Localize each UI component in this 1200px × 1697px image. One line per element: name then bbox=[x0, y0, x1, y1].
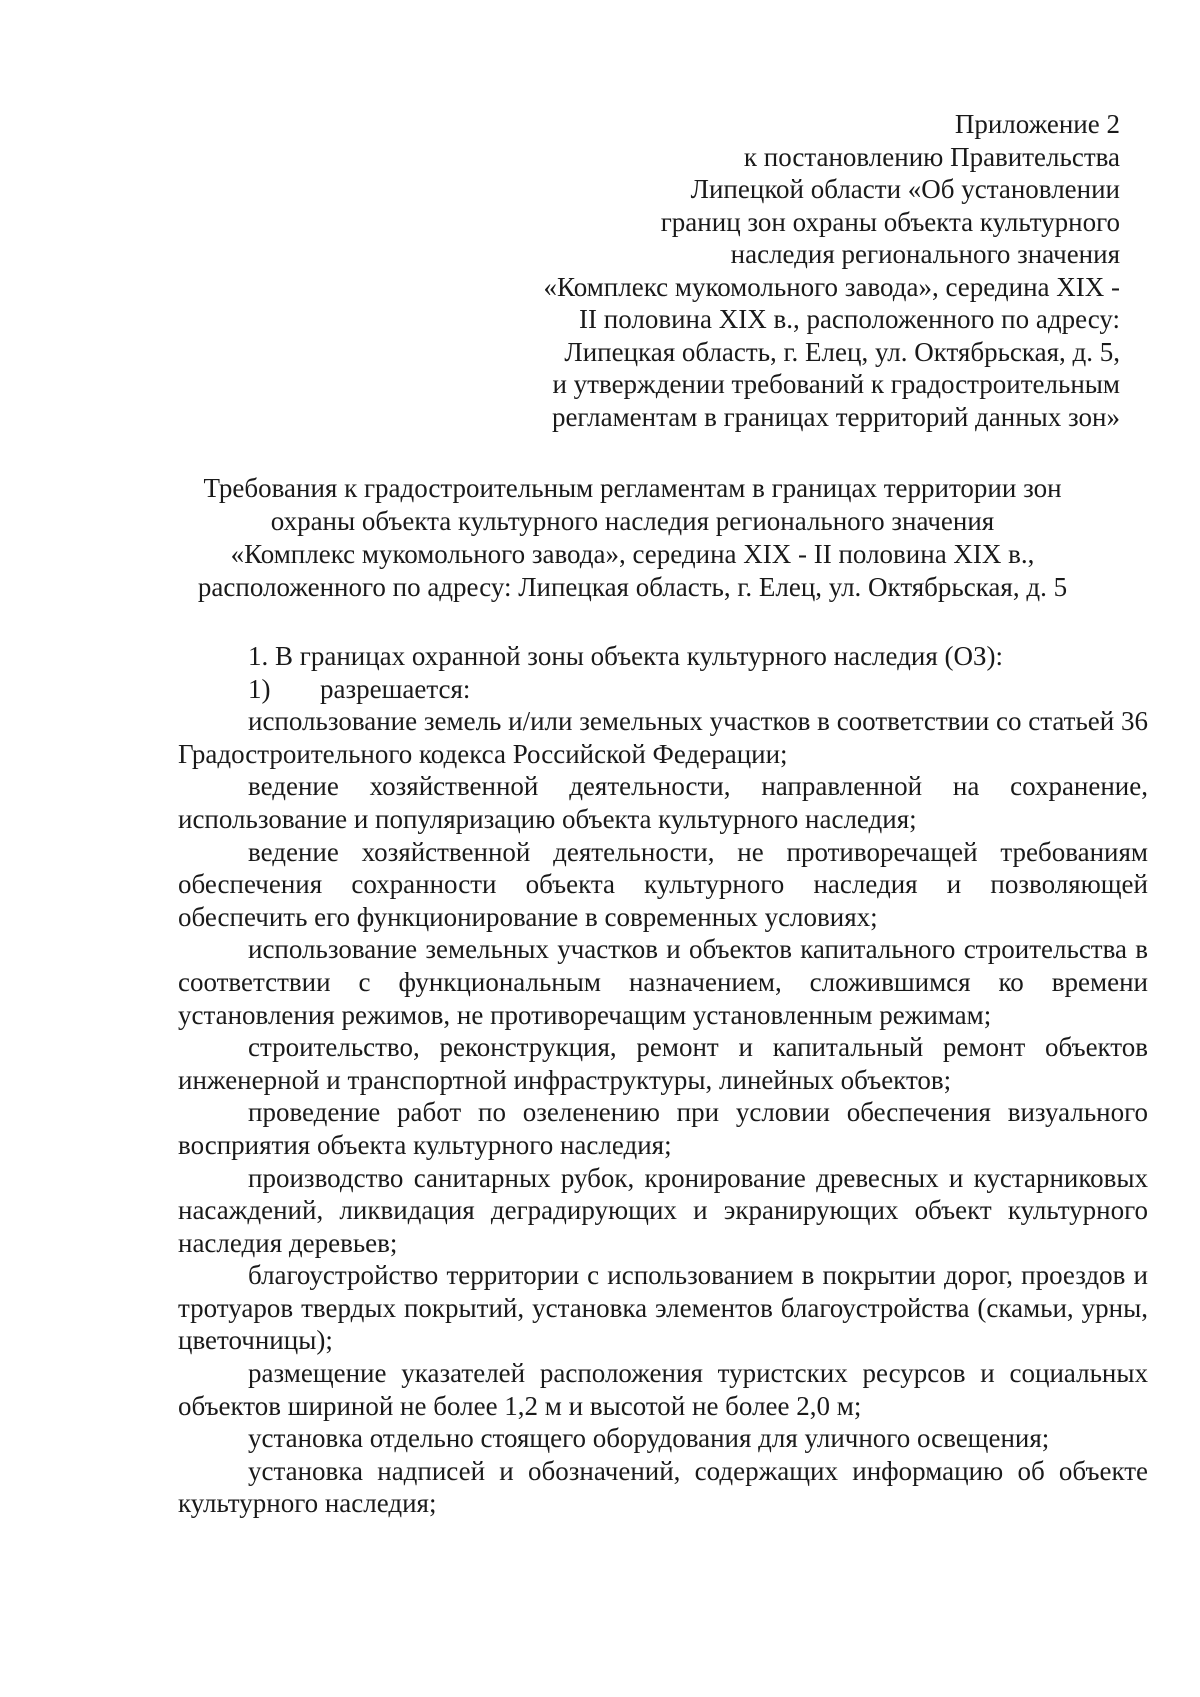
header-line: Липецкой области «Об установлении bbox=[690, 174, 1120, 204]
body-paragraph: ведение хозяйственной деятельности, направленной на сохранение, использование и популяризацию объекта культурного наследия; bbox=[178, 771, 1148, 834]
list-item-header bbox=[178, 673, 1148, 706]
document-title bbox=[160, 472, 1105, 604]
body-paragraph: проведение работ по озеленению при условии обеспечения визуального восприятия объекта культурного наследия; bbox=[178, 1097, 1148, 1160]
body-paragraph: благоустройство территории с использованием в покрытии дорог, проездов и тротуаров твердых покрытий, установка элементов благоустройства (скамьи, урны, цветочницы); bbox=[178, 1260, 1148, 1356]
body-paragraph: использование земель и/или земельных участков в соответствии со статьей 36 Градостроительного кодекса Российской Федерации; bbox=[178, 706, 1148, 769]
body-paragraph: строительство, реконструкция, ремонт и капитальный ремонт объектов инженерной и транспортной инфраструктуры, линейных объектов; bbox=[178, 1032, 1148, 1095]
header-line: регламентам в границах территорий данных зон» bbox=[551, 401, 1120, 432]
header-line: «Комплекс мукомольного завода», середина XIX - bbox=[543, 271, 1120, 302]
header-line: к постановлению Правительства bbox=[743, 141, 1120, 172]
title-line: «Комплекс мукомольного завода», середина XIX - II половина XIX в., bbox=[230, 539, 1035, 569]
header-line: Липецкая область, г. Елец, ул. Октябрьская, д. 5, bbox=[564, 336, 1120, 367]
title-line: Требования к градостроительным регламентам в границах территории зон bbox=[203, 473, 1062, 503]
body-paragraph: производство санитарных рубок, кронирование древесных и кустарниковых насаждений, ликвидация деградирующих и экранирующих объект культурного наследия деревьев; bbox=[178, 1162, 1148, 1258]
title-line: расположенного по адресу: Липецкая область, г. Елец, ул. Октябрьская, д. 5 bbox=[197, 572, 1068, 602]
header-line: и утверждении требований к градостроительным bbox=[552, 369, 1120, 399]
section-heading: 1. В границах охранной зоны объекта культурного наследия (ОЗ): bbox=[248, 641, 1004, 671]
body-paragraph: установка надписей и обозначений, содержащих информацию об объекте культурного наследия; bbox=[178, 1455, 1148, 1519]
body-paragraph: установка отдельно стоящего оборудования для уличного освещения; bbox=[248, 1423, 1050, 1454]
body-paragraph: ведение хозяйственной деятельности, не противоречащей требованиям обеспечения сохранности объекта культурного наследия и позволяющей обеспечить его функционирование в современных условиях; bbox=[178, 836, 1148, 932]
document-body bbox=[178, 640, 1148, 1520]
title-line: охраны объекта культурного наследия регионального значения bbox=[270, 506, 995, 536]
body-paragraph: размещение указателей расположения туристских ресурсов и социальных объектов шириной не более 1,2 м и высотой не более 2,0 м; bbox=[178, 1358, 1148, 1421]
header-line: II половина XIX в., расположенного по адресу: bbox=[579, 304, 1120, 334]
item-number: 1) bbox=[248, 673, 271, 704]
appendix-header bbox=[480, 108, 1120, 433]
item-label: разрешается: bbox=[320, 673, 471, 704]
header-line: Приложение 2 bbox=[954, 109, 1120, 139]
header-line: границ зон охраны объекта культурного bbox=[660, 206, 1120, 237]
header-line: наследия регионального значения bbox=[730, 239, 1120, 269]
body-paragraph: использование земельных участков и объектов капитального строительства в соответствии с функциональным назначением, сложившимся ко времени установления режимов, не противоречащим установленным режимам; bbox=[178, 934, 1148, 1030]
